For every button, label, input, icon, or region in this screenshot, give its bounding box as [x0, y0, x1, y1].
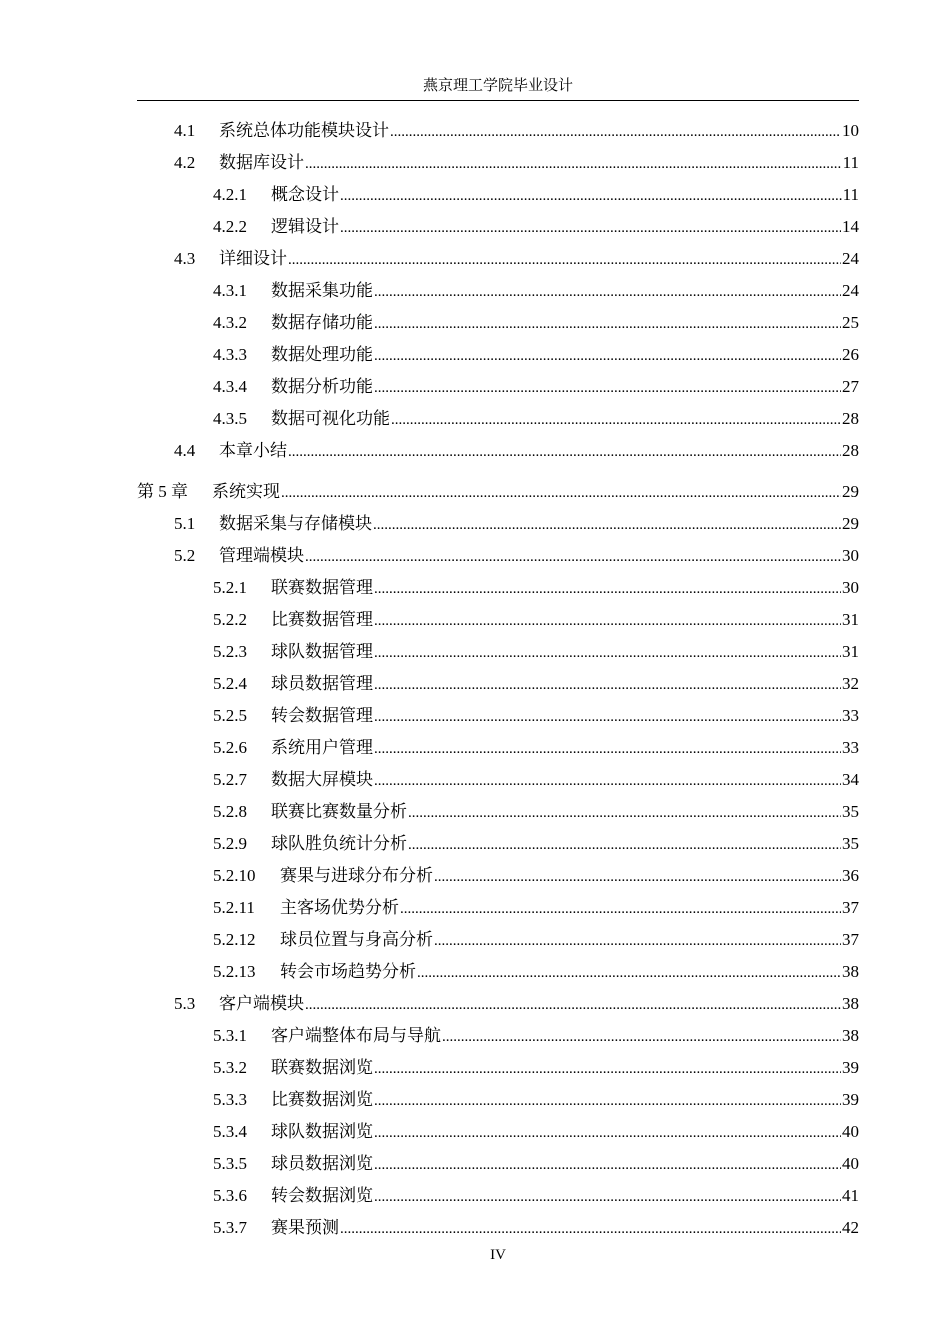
toc-entry-number: 4.1 — [174, 121, 196, 140]
toc-entry-page: 24 — [842, 249, 859, 268]
toc-dot-leader — [374, 769, 841, 793]
toc-entry-number: 5.1 — [174, 514, 196, 533]
toc-entry-number: 5.2.9 — [213, 834, 247, 853]
toc-dot-leader — [391, 408, 841, 432]
toc-entry-page: 14 — [842, 217, 859, 236]
toc-entry[interactable] — [213, 608, 859, 632]
toc-dot-leader — [374, 609, 841, 633]
toc-entry-number: 5.2.7 — [213, 770, 247, 789]
toc-dot-leader — [374, 1153, 841, 1177]
toc-entry[interactable] — [213, 576, 859, 600]
toc-entry[interactable] — [213, 672, 859, 696]
toc-entry-page: 38 — [842, 1026, 859, 1045]
toc-entry-title: 数据可视化功能 — [271, 409, 390, 428]
toc-entry-title: 数据采集功能 — [271, 281, 373, 300]
toc-entry-page: 28 — [842, 441, 859, 460]
toc-entry-title: 主客场优势分析 — [280, 898, 399, 917]
toc-entry-title: 转会数据管理 — [271, 706, 373, 725]
toc-dot-leader — [374, 577, 841, 601]
toc-entry-title: 赛果预测 — [271, 1218, 339, 1237]
toc-entry-number: 4.3.2 — [213, 313, 247, 332]
toc-entry-title: 球员位置与身高分析 — [280, 930, 433, 949]
toc-dot-leader — [373, 513, 841, 537]
toc-entry-page: 36 — [842, 866, 859, 885]
toc-entry-title: 数据库设计 — [219, 153, 304, 172]
toc-entry[interactable] — [213, 1088, 859, 1112]
toc-entry-title: 系统总体功能模块设计 — [219, 121, 389, 140]
toc-entry-number: 第 5 章 — [137, 482, 188, 501]
toc-dot-leader — [374, 737, 841, 761]
toc-entry[interactable] — [213, 1024, 859, 1048]
toc-dot-leader — [305, 152, 842, 176]
toc-entry-title: 逻辑设计 — [271, 217, 339, 236]
toc-entry[interactable] — [174, 544, 859, 568]
toc-entry-number: 4.4 — [174, 441, 196, 460]
toc-entry-page: 41 — [842, 1186, 859, 1205]
toc-dot-leader — [374, 1121, 841, 1145]
toc-entry-title: 概念设计 — [271, 185, 339, 204]
toc-entry-title: 本章小结 — [219, 441, 287, 460]
toc-entry-page: 29 — [842, 514, 859, 533]
toc-entry-page: 30 — [842, 578, 859, 597]
toc-entry-number: 5.3.5 — [213, 1154, 247, 1173]
toc-entry-page: 35 — [842, 802, 859, 821]
page-number: IV — [490, 1247, 506, 1263]
toc-dot-leader — [340, 216, 841, 240]
toc-dot-leader — [288, 248, 841, 272]
toc-entry[interactable] — [213, 800, 859, 824]
toc-entry-number: 4.3.1 — [213, 281, 247, 300]
toc-entry[interactable] — [213, 736, 859, 760]
toc-entry-page: 40 — [842, 1122, 859, 1141]
toc-dot-leader — [434, 865, 841, 889]
toc-entry[interactable] — [213, 375, 859, 399]
toc-dot-leader — [408, 833, 841, 857]
page-header-title: 燕京理工学院毕业设计 — [422, 78, 573, 94]
toc-entry-page: 24 — [842, 281, 859, 300]
toc-entry[interactable] — [213, 928, 859, 952]
toc-entry-number: 4.3.4 — [213, 377, 247, 396]
toc-entry[interactable] — [213, 215, 859, 239]
toc-entry-page: 26 — [842, 345, 859, 364]
toc-entry-number: 5.2.5 — [213, 706, 247, 725]
toc-entry-page: 31 — [842, 610, 859, 629]
toc-entry-title: 数据处理功能 — [271, 345, 373, 364]
toc-entry-number: 4.2.2 — [213, 217, 247, 236]
toc-entry-number: 5.3.1 — [213, 1026, 247, 1045]
toc-entry-title: 联赛数据管理 — [271, 578, 373, 597]
toc-entry-page: 37 — [842, 930, 859, 949]
toc-dot-leader — [340, 1217, 841, 1241]
toc-entry-title: 比赛数据管理 — [271, 610, 373, 629]
toc-dot-leader — [374, 376, 841, 400]
toc-entry-number: 5.2.3 — [213, 642, 247, 661]
toc-entry-number: 5.2.4 — [213, 674, 247, 693]
toc-dot-leader — [374, 641, 841, 665]
toc-dot-leader — [374, 280, 841, 304]
toc-entry-page: 33 — [842, 706, 859, 725]
toc-entry-page: 40 — [842, 1154, 859, 1173]
toc-entry[interactable] — [213, 1056, 859, 1080]
toc-entry-title: 比赛数据浏览 — [271, 1090, 373, 1109]
toc-entry-title: 球员数据管理 — [271, 674, 373, 693]
toc-entry-title: 球队胜负统计分析 — [271, 834, 407, 853]
toc-entry-title: 转会市场趋势分析 — [280, 962, 416, 981]
toc-dot-leader — [390, 120, 841, 144]
toc-entry-number: 5.2.1 — [213, 578, 247, 597]
toc-entry[interactable] — [213, 864, 859, 888]
toc-dot-leader — [305, 545, 841, 569]
toc-entry[interactable] — [213, 1152, 859, 1176]
toc-entry-title: 详细设计 — [219, 249, 287, 268]
toc-entry-title: 管理端模块 — [219, 546, 304, 565]
toc-entry-number: 4.3 — [174, 249, 196, 268]
toc-dot-leader — [374, 705, 841, 729]
toc-entry-number: 5.3.2 — [213, 1058, 247, 1077]
toc-dot-leader — [408, 801, 841, 825]
toc-entry-page: 38 — [842, 962, 859, 981]
toc-entry-title: 联赛比赛数量分析 — [271, 802, 407, 821]
toc-entry-title: 系统用户管理 — [271, 738, 373, 757]
toc-entry-page: 29 — [842, 482, 859, 501]
toc-entry-number: 5.2.12 — [213, 930, 256, 949]
toc-dot-leader — [374, 1057, 841, 1081]
toc-entry-page: 34 — [842, 770, 859, 789]
toc-entry-number: 5.2.8 — [213, 802, 247, 821]
toc-entry-title: 数据分析功能 — [271, 377, 373, 396]
toc-entry-number: 5.2.13 — [213, 962, 256, 981]
toc-entry-title: 数据存储功能 — [271, 313, 373, 332]
toc-entry-page: 38 — [842, 994, 859, 1013]
toc-entry[interactable] — [174, 992, 859, 1016]
toc-entry-title: 赛果与进球分布分析 — [280, 866, 433, 885]
toc-entry-page: 31 — [842, 642, 859, 661]
toc-entry-number: 5.2.6 — [213, 738, 247, 757]
toc-dot-leader — [340, 184, 842, 208]
toc-entry-page: 10 — [842, 121, 859, 140]
toc-entry-page: 27 — [842, 377, 859, 396]
toc-entry-number: 4.2.1 — [213, 185, 247, 204]
toc-entry-page: 37 — [842, 898, 859, 917]
toc-entry-page: 28 — [842, 409, 859, 428]
toc-dot-leader — [374, 673, 841, 697]
toc-entry-page: 35 — [842, 834, 859, 853]
toc-entry[interactable] — [213, 1216, 859, 1240]
toc-entry-page: 11 — [842, 153, 859, 172]
toc-entry-title: 球员数据浏览 — [271, 1154, 373, 1173]
toc-entry[interactable] — [213, 704, 859, 728]
toc-entry-number: 5.3.7 — [213, 1218, 247, 1237]
toc-entry-page: 33 — [842, 738, 859, 757]
toc-entry-title: 球队数据浏览 — [271, 1122, 373, 1141]
toc-entry-number: 5.3.3 — [213, 1090, 247, 1109]
toc-entry[interactable] — [213, 1184, 859, 1208]
toc-dot-leader — [434, 929, 841, 953]
toc-entry[interactable] — [213, 311, 859, 335]
toc-entry[interactable] — [213, 407, 859, 431]
toc-entry[interactable] — [174, 512, 859, 536]
toc-entry[interactable] — [213, 640, 859, 664]
toc-entry-page: 42 — [842, 1218, 859, 1237]
toc-entry-number: 4.3.3 — [213, 345, 247, 364]
toc-entry-number: 5.3 — [174, 994, 196, 1013]
header-divider — [137, 100, 859, 101]
toc-dot-leader — [281, 481, 841, 505]
toc-dot-leader — [374, 1089, 841, 1113]
toc-entry-page: 32 — [842, 674, 859, 693]
toc-entry-number: 5.3.4 — [213, 1122, 247, 1141]
toc-entry-page: 30 — [842, 546, 859, 565]
toc-entry[interactable] — [213, 832, 859, 856]
toc-entry[interactable] — [137, 480, 859, 504]
toc-dot-leader — [374, 1185, 841, 1209]
toc-entry[interactable] — [213, 960, 859, 984]
toc-entry[interactable] — [213, 768, 859, 792]
toc-entry-title: 球队数据管理 — [271, 642, 373, 661]
toc-entry-number: 5.3.6 — [213, 1186, 247, 1205]
toc-entry[interactable] — [213, 1120, 859, 1144]
toc-entry-title: 数据大屏模块 — [271, 770, 373, 789]
toc-dot-leader — [400, 897, 841, 921]
toc-dot-leader — [374, 344, 841, 368]
toc-entry[interactable] — [174, 151, 859, 175]
toc-dot-leader — [288, 440, 841, 464]
toc-entry[interactable] — [174, 247, 859, 271]
toc-entry-title: 联赛数据浏览 — [271, 1058, 373, 1077]
toc-entry-number: 5.2 — [174, 546, 196, 565]
toc-entry-page: 39 — [842, 1090, 859, 1109]
toc-dot-leader — [305, 993, 841, 1017]
toc-entry-number: 5.2.11 — [213, 898, 255, 917]
toc-entry-title: 系统实现 — [212, 482, 280, 501]
toc-entry[interactable] — [213, 183, 859, 207]
toc-dot-leader — [374, 312, 841, 336]
toc-entry-number: 4.2 — [174, 153, 196, 172]
toc-entry-title: 转会数据浏览 — [271, 1186, 373, 1205]
toc-entry-title: 数据采集与存储模块 — [219, 514, 372, 533]
toc-entry[interactable] — [174, 439, 859, 463]
toc-entry-title: 客户端整体布局与导航 — [271, 1026, 441, 1045]
toc-dot-leader — [417, 961, 841, 985]
toc-entry-number: 5.2.2 — [213, 610, 247, 629]
toc-dot-leader — [442, 1025, 841, 1049]
toc-entry[interactable] — [213, 896, 859, 920]
toc-entry-title: 客户端模块 — [219, 994, 304, 1013]
toc-entry-page: 25 — [842, 313, 859, 332]
toc-entry-number: 5.2.10 — [213, 866, 256, 885]
toc-entry[interactable] — [174, 119, 859, 143]
toc-entry[interactable] — [213, 343, 859, 367]
toc-entry-page: 39 — [842, 1058, 859, 1077]
toc-entry-number: 4.3.5 — [213, 409, 247, 428]
toc-entry[interactable] — [213, 279, 859, 303]
toc-entry-page: 11 — [842, 185, 859, 204]
